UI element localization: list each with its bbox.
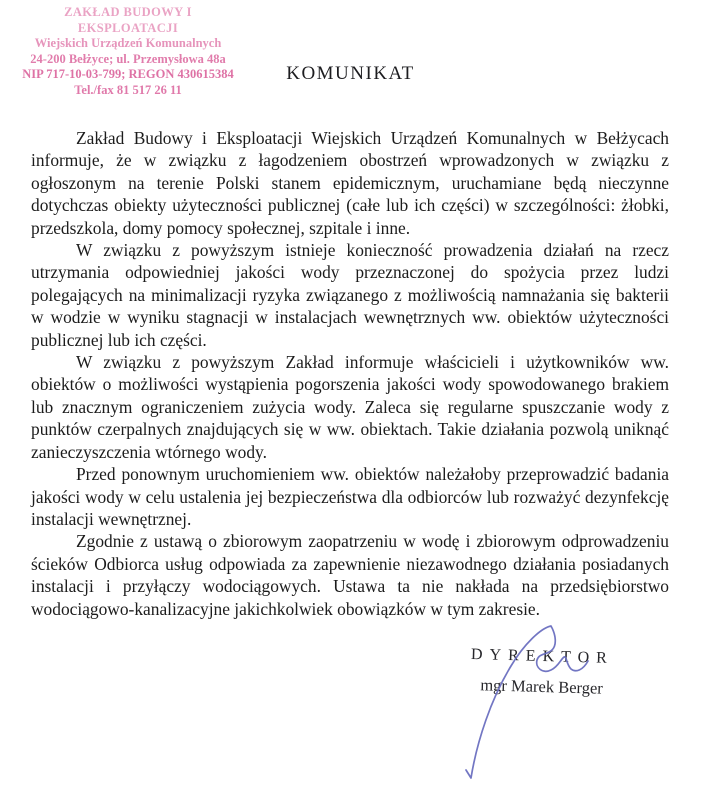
- signature-role: DYREKTOR: [470, 646, 615, 667]
- stamp-line: Tel./fax 81 517 26 11: [74, 82, 182, 97]
- handwritten-signature-ink: [430, 610, 630, 802]
- body-paragraph: W związku z powyższym istnieje konieczność prowadzenia działań na rzecz utrzymania odpowiedniej jakości wody przeznaczonej do spożycia przez ludzi polegających na minimalizacji ryzyka związanego z możliwością namnażania się bakterii w wodzie w wyniku stagnacji w instalacjach wewnętrznych ww. obiektów użyteczności publicznej lub ich części.: [31, 240, 669, 350]
- stamp-line: ZAKŁAD BUDOWY I EKSPLOATACJI: [64, 5, 192, 35]
- signature-block: [451, 645, 632, 699]
- body-paragraph: Przed ponownym uruchomieniem ww. obiektów należałoby przeprowadzić badania jakości wody w celu ustalenia jej bezpieczeństwa dla odbiorców lub rozważyć dezynfekcję instalacji wewnętrznej.: [31, 464, 669, 529]
- body-paragraph: Zakład Budowy i Eksploatacji Wiejskich Urządzeń Komunalnych w Bełżycach informuje, że w związku z łagodzeniem obostrzeń wprowadzonych w związku z ogłoszonym na terenie Polski stanem epidemicznym, uruchamiane będą nieczynne dotychczas obiekty użyteczności publicznej (całe lub ich części) w szczególności: żłobki, przedszkola, domy pomocy społecznej, szpitale i inne.: [31, 128, 669, 238]
- document-body: [31, 127, 669, 620]
- stamp-line: 24-200 Bełżyce; ul. Przemysłowa 48a: [30, 51, 226, 66]
- body-paragraph: W związku z powyższym Zakład informuje właścicieli i użytkowników ww. obiektów o możliwości wystąpienia pogorszenia jakości wody spowodowanego brakiem lub znacznym ograniczeniem zużycia wody. Zaleca się regularne spuszczanie wody z punktów czerpalnych znajdujących się w ww. obiektach. Takie działania pozwolą uniknąć zanieczyszczenia wtórnego wody.: [31, 352, 669, 462]
- stamp-line: Wiejskich Urządzeń Komunalnych: [34, 36, 222, 51]
- body-paragraph: Zgodnie z ustawą o zbiorowym zaopatrzeniu w wodę i zbiorowym odprowadzeniu ścieków Odbiorca usług odpowiada za zapewnienie niezawodnego działania posiadanych instalacji i przyłączy wodociągowych. Ustawa ta nie nakłada na przedsiębiorstwo wodociągowo-kanalizacyjne jakichkolwiek obowiązków w tym zakresie.: [31, 531, 669, 619]
- signature-name: mgr Marek Berger: [480, 675, 604, 698]
- document-title: KOMUNIKAT: [286, 63, 415, 84]
- stamp-line: NIP 717-10-03-799; REGON 430615384: [22, 67, 234, 82]
